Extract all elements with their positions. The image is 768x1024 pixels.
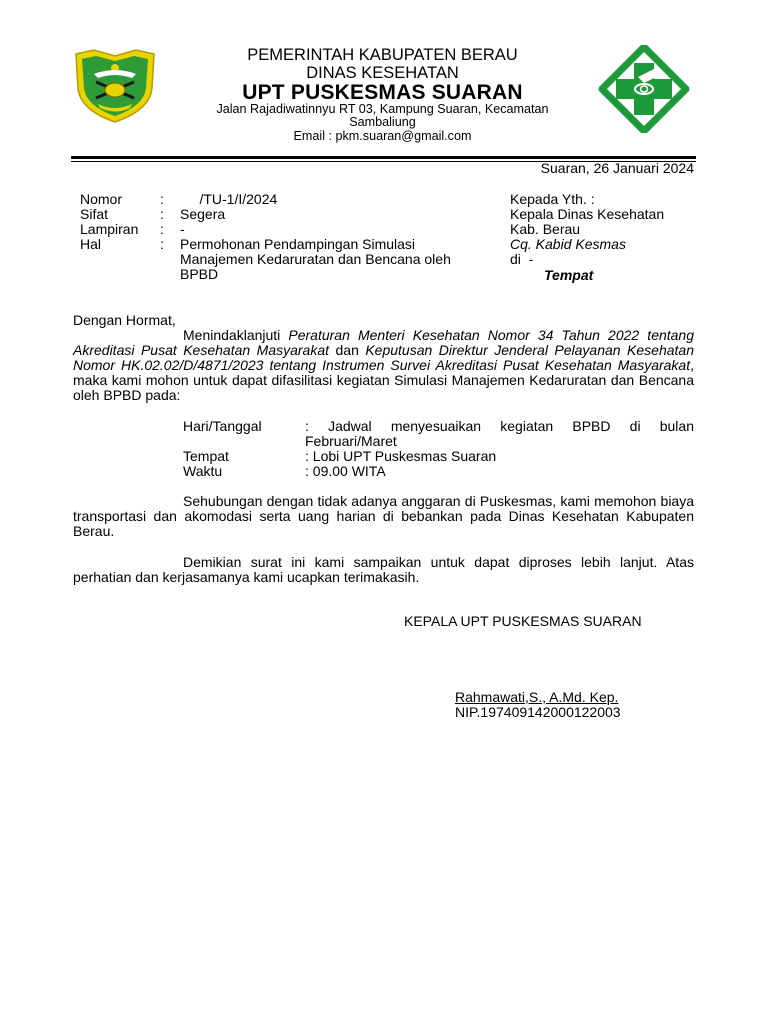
recipient-line5: di - — [510, 251, 534, 267]
para1-regulation: Peraturan Menteri Kesehatan Nomor 34 Tahun 2022 tentang Akreditasi Pusat Kesehatan Masyarakat — [73, 327, 695, 358]
schedule-value-place: : Lobi UPT Puskesmas Suaran — [305, 448, 497, 464]
header-organization: UPT PUSKESMAS SUARAN — [242, 81, 523, 104]
puskesmas-logo-icon — [598, 45, 690, 133]
paragraph-closing — [73, 555, 694, 585]
header-address-line1: Jalan Rajadiwatinnyu RT 03, Kampung Suaran, Kecamatan — [216, 102, 549, 116]
meta-value-hal-line1: Permohonan Pendampingan Simulasi — [180, 236, 416, 252]
para2-text: Sehubungan dengan tidak adanya anggaran di Puskesmas, kami memohon biaya transportasi dan akomodasi serta uang harian di bebankan pada Dinas Kesehatan Kabupaten Berau. — [73, 493, 694, 539]
header-email: Email : pkm.suaran@gmail.com — [293, 129, 472, 143]
paragraph-funding — [73, 494, 694, 539]
meta-value-sifat: Segera — [180, 206, 226, 222]
signer-title: KEPALA UPT PUSKESMAS SUARAN — [404, 613, 642, 629]
recipient-line3: Kab. Berau — [510, 221, 581, 237]
schedule-label-time: Waktu — [183, 463, 223, 479]
para1-text2: dan — [329, 342, 366, 358]
signer-name: Rahmawati,S., A.Md. Kep. — [455, 689, 619, 705]
para1-text3: , maka kami mohon untuk dapat difasilitasi kegiatan Simulasi Manajemen Kedaruratan dan Bencana oleh BPBD pada: — [73, 357, 694, 403]
schedule-value-time: : 09.00 WITA — [305, 463, 386, 479]
meta-colon: : — [160, 221, 164, 237]
kabupaten-berau-emblem-icon — [72, 48, 158, 124]
meta-label-hal: Hal — [80, 236, 102, 252]
schedule-label-place: Tempat — [183, 448, 229, 464]
recipient-block — [510, 192, 664, 283]
recipient-line4: Cq. Kabid Kesmas — [510, 236, 626, 252]
header-government: PEMERINTAH KABUPATEN BERAU — [247, 46, 518, 64]
header-address — [200, 103, 565, 129]
paragraph-intro — [73, 328, 694, 403]
meta-value-hal-line2: Manajemen Kedaruratan dan Bencana oleh — [180, 251, 451, 267]
meta-label-nomor: Nomor — [80, 191, 123, 207]
meta-value-hal-line3: BPBD — [180, 266, 219, 282]
meta-value-nomor: /TU-1/I/2024 — [180, 191, 278, 207]
recipient-line1: Kepada Yth. : — [510, 191, 595, 207]
meta-value-lampiran: - — [180, 221, 185, 237]
header-department: DINAS KESEHATAN — [306, 64, 459, 82]
para3-text: Demikian surat ini kami sampaikan untuk dapat diproses lebih lanjut. Atas perhatian dan kerjasamanya kami ucapkan terimakasih. — [73, 554, 694, 585]
meta-label-sifat: Sifat — [80, 206, 109, 222]
recipient-line6: Tempat — [544, 267, 594, 283]
header-divider-thick — [71, 156, 696, 159]
meta-label-lampiran: Lampiran — [80, 221, 139, 237]
salutation: Dengan Hormat, — [73, 312, 176, 328]
header-address-line2: Sambaliung — [349, 115, 416, 129]
meta-colon: : — [160, 191, 164, 207]
letter-date: Suaran, 26 Januari 2024 — [540, 160, 694, 176]
meta-colon: : — [160, 206, 164, 222]
schedule-value-date: : Jadwal menyesuaikan kegiatan BPBD di bulan Februari/Maret — [305, 418, 694, 449]
recipient-line2: Kepala Dinas Kesehatan — [510, 206, 665, 222]
para1-decree: Keputusan Direktur Jenderal Pelayanan Kesehatan Nomor HK.02.02/D/4871/2023 tentang Instrumen Survei Akreditasi Pusat Kesehatan Masyarakat — [73, 342, 694, 373]
signer-nip: NIP.197409142000122003 — [455, 704, 621, 720]
schedule-label-date: Hari/Tanggal — [183, 418, 262, 434]
para1-text1: Menindaklanjuti — [183, 327, 289, 343]
meta-colon: : — [160, 236, 164, 252]
